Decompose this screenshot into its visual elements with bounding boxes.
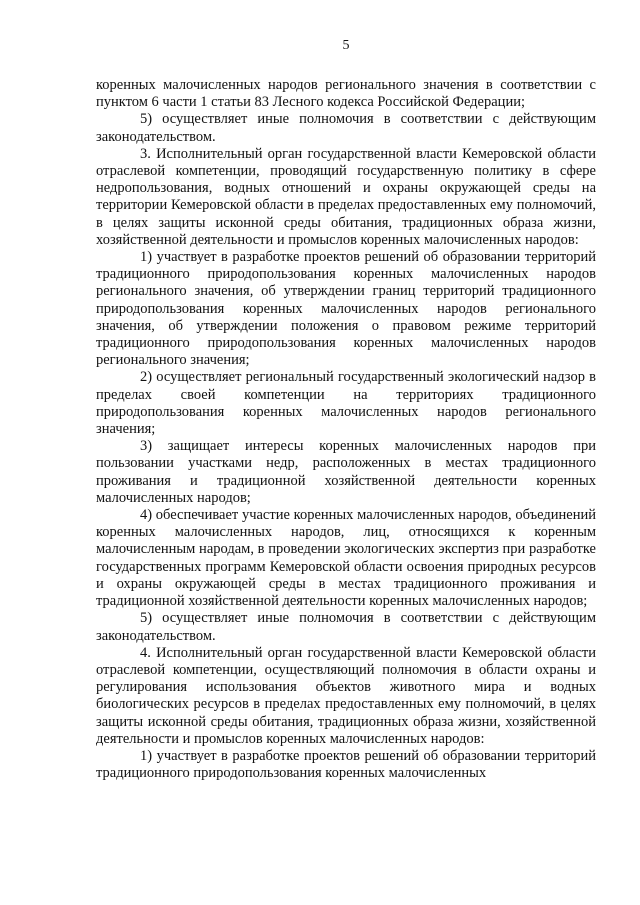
document-page [96, 36, 596, 782]
paragraph-section-3: 3. Исполнительный орган государственной власти Кемеровской области отраслевой компетенции, проводящий государственную политику в сфере недропользования, водных отношений и охраны окружающей среды на территории Кемеровской области в пределах предоставленных ему полномочий, в целях защиты исконной среды обитания, традиционных образа жизни, хозяйственной деятельности и промыслов коренных малочисленных народов: [96, 145, 596, 248]
paragraph-section-4: 4. Исполнительный орган государственной власти Кемеровской области отраслевой компетенции, осуществляющий полномочия в области охраны и регулирования использования объектов животного мира и водных биологических ресурсов в пределах предоставленных ему полномочий, в целях защиты исконной среды обитания, традиционных образа жизни, хозяйственной деятельности и промыслов коренных малочисленных народов: [96, 644, 596, 747]
paragraph-item-4: 4) обеспечивает участие коренных малочисленных народов, объединений коренных малочисленных народов, лиц, относящихся к коренным малочисленным народам, в проведении экологических экспертиз при разработке государственных программ Кемеровской области освоения природных ресурсов и охраны окружающей среды в местах традиционного проживания и традиционной хозяйственной деятельности коренных малочисленных народов; [96, 507, 596, 610]
paragraph-item-2: 2) осуществляет региональный государственный экологический надзор в пределах своей компетенции на территориях традиционного природопользования коренных малочисленных народов регионального значения; [96, 369, 596, 438]
paragraph-item-1: 1) участвует в разработке проектов решений об образовании территорий традиционного природопользования коренных малочисленных народов регионального значения, об утверждении границ территорий традиционного природопользования коренных малочисленных народов регионального значения, об утверждении положения о правовом режиме территорий традиционного природопользования коренных малочисленных народов регионального значения; [96, 249, 596, 369]
paragraph-item-5: 5) осуществляет иные полномочия в соответствии с действующим законодательством. [96, 111, 596, 145]
paragraph-continuation: коренных малочисленных народов регионального значения в соответствии с пунктом 6 части 1 статьи 83 Лесного кодекса Российской Федерации; [96, 77, 596, 111]
paragraph-item-1-second: 1) участвует в разработке проектов решений об образовании территорий традиционного природопользования коренных малочисленных [96, 747, 596, 782]
paragraph-item-3: 3) защищает интересы коренных малочисленных народов при пользовании участками недр, расположенных в местах традиционного проживания и традиционной хозяйственной деятельности коренных малочисленных народов; [96, 438, 596, 506]
page-number: 5 [342, 38, 350, 53]
paragraph-item-5-second: 5) осуществляет иные полномочия в соответствии с действующим законодательством. [96, 610, 596, 644]
